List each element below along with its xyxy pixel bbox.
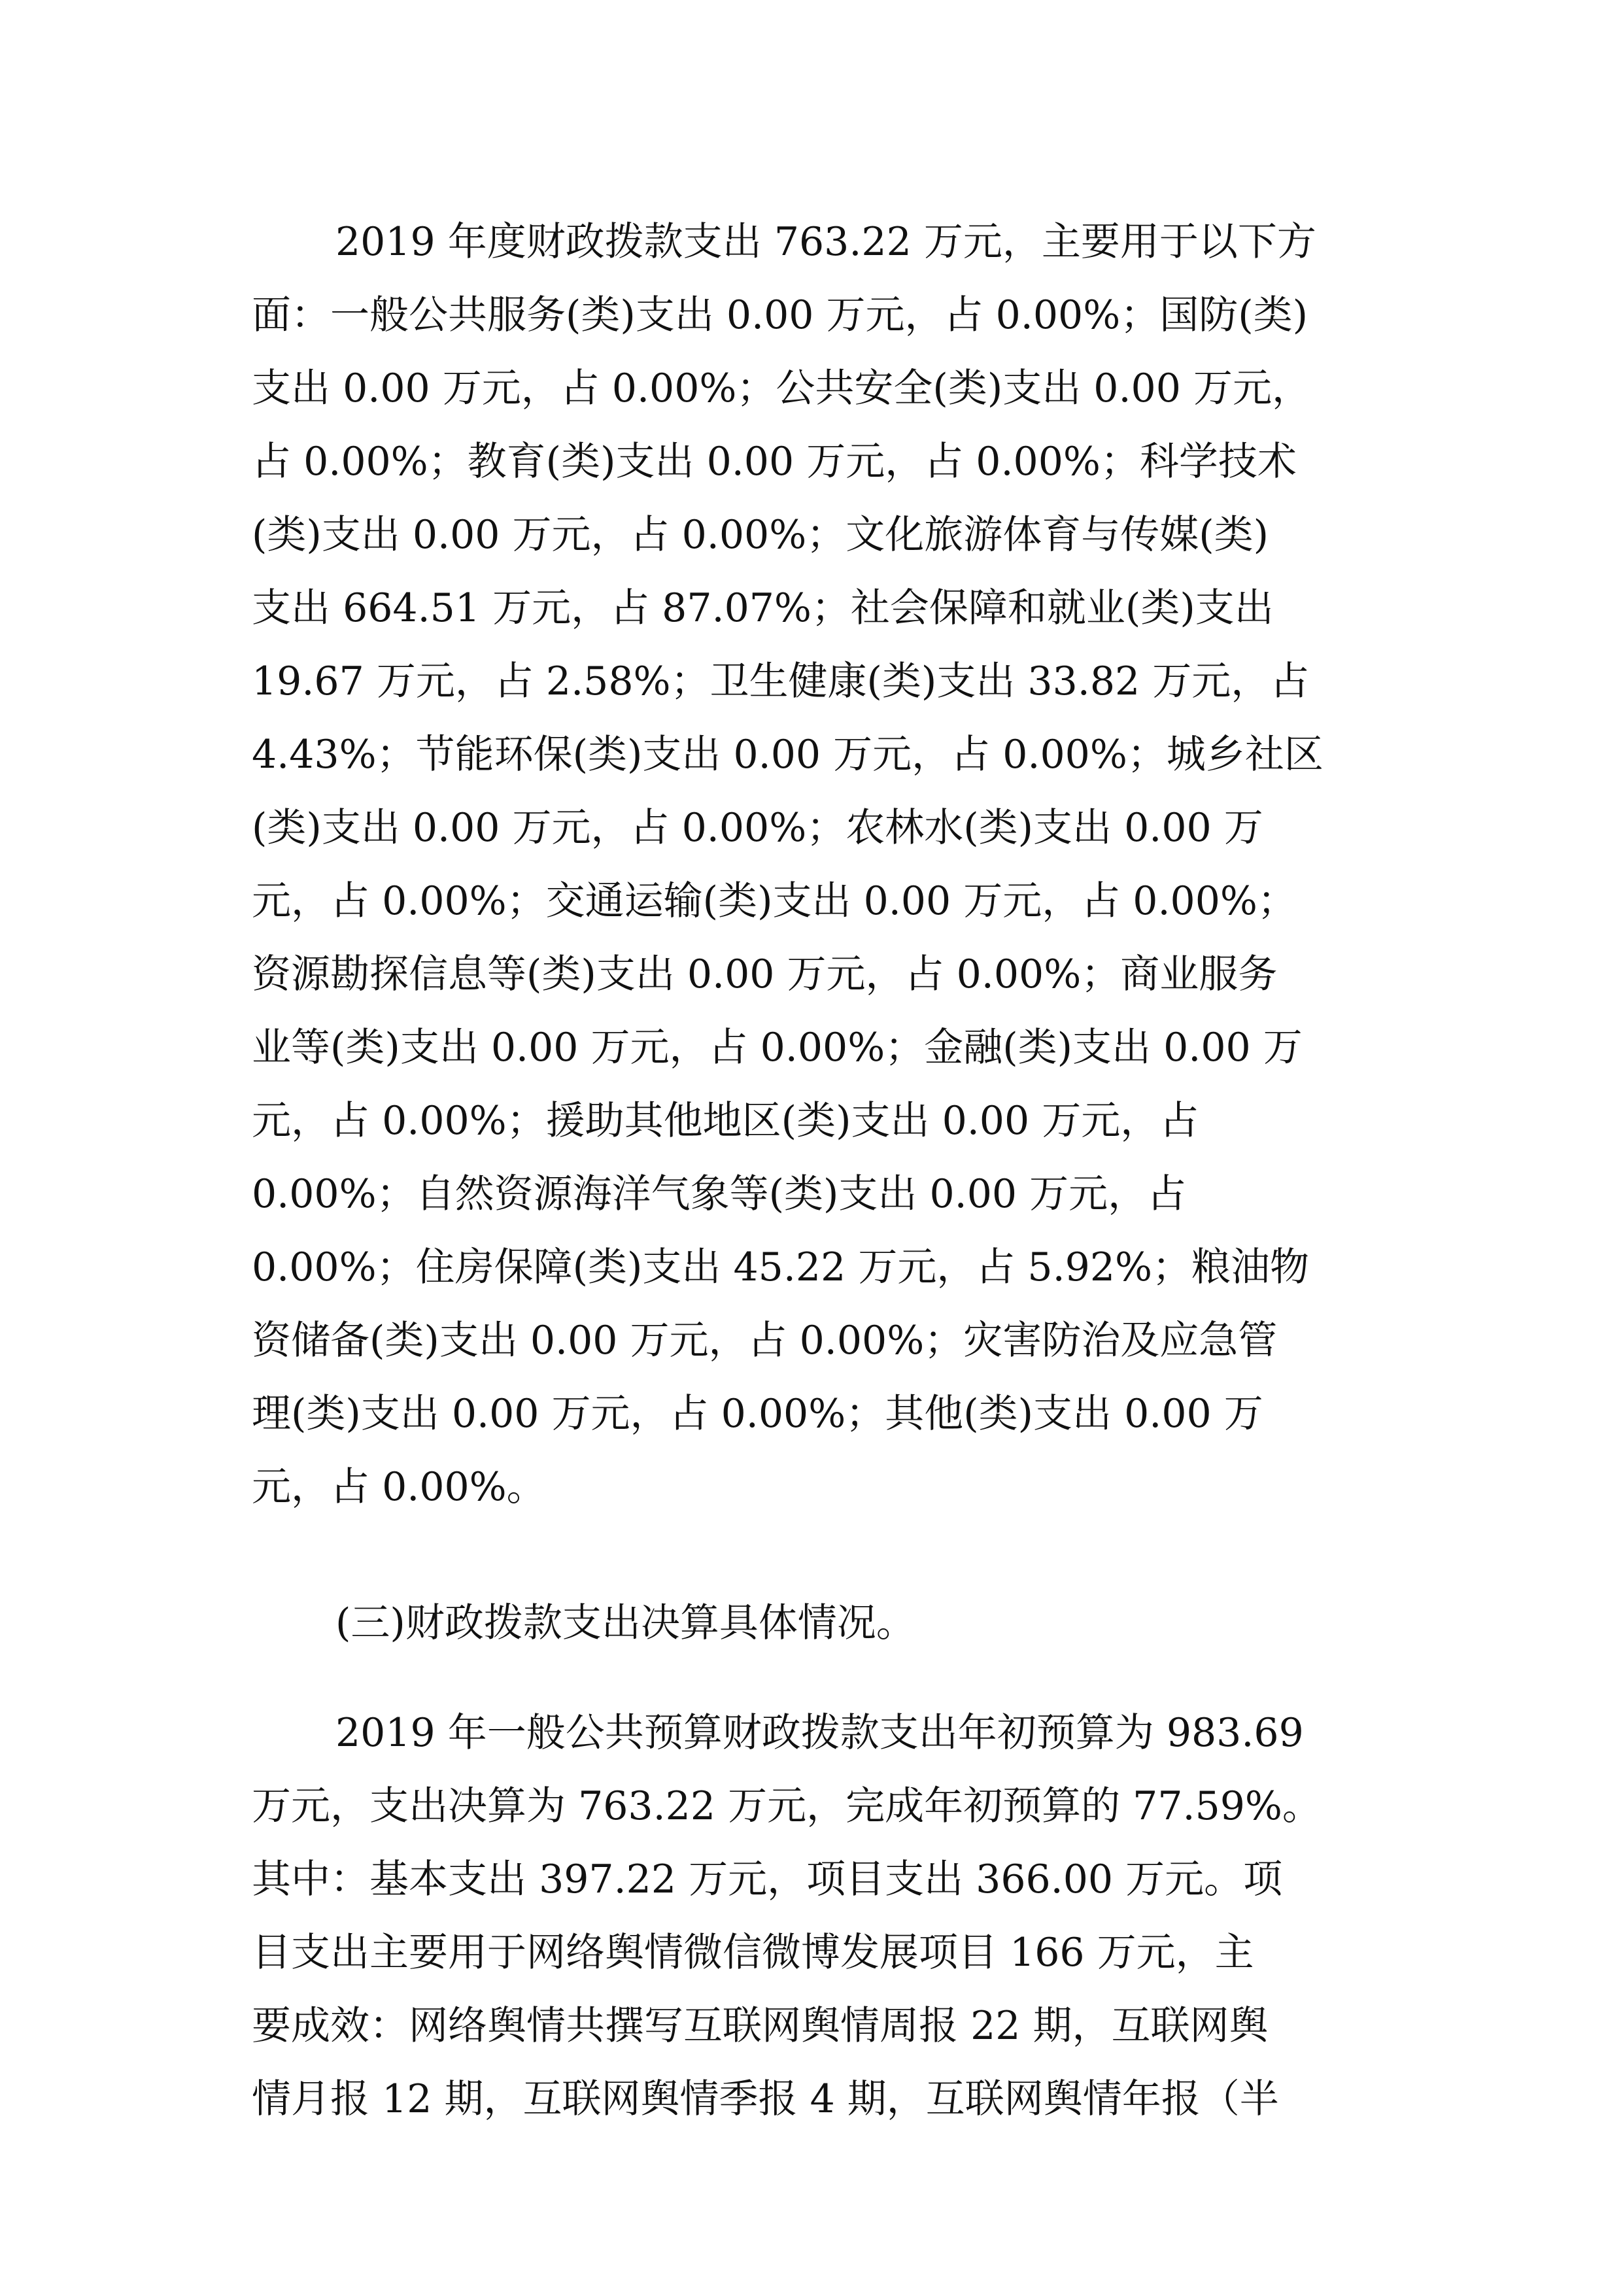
paragraph-line: 0.00%；自然资源海洋气象等(类)支出 0.00 万元，占 [252,1171,1187,1217]
paragraph-line: 元，占 0.00%；援助其他地区(类)支出 0.00 万元，占 [252,1098,1199,1144]
paragraph-line: 支出 664.51 万元，占 87.07%；社会保障和就业(类)支出 [252,585,1274,631]
paragraph-line: 业等(类)支出 0.00 万元，占 0.00%；金融(类)支出 0.00 万 [252,1025,1303,1071]
paragraph-line: 2019 年一般公共预算财政拨款支出年初预算为 983.69 [335,1710,1304,1756]
paragraph-line: 4.43%；节能环保(类)支出 0.00 万元，占 0.00%；城乡社区 [252,732,1324,778]
paragraph-line: 其中：基本支出 397.22 万元，项目支出 366.00 万元。项 [252,1857,1283,1902]
paragraph-line: 占 0.00%；教育(类)支出 0.00 万元，占 0.00%；科学技术 [252,439,1297,485]
paragraph-line: 要成效：网络舆情共撰写互联网舆情周报 22 期，互联网舆 [252,2003,1269,2049]
expenditure-breakdown-paragraph [252,205,1390,1524]
paragraph-line: 2019 年度财政拨款支出 763.22 万元，主要用于以下方 [335,219,1316,265]
paragraph-line: 理(类)支出 0.00 万元，占 0.00%；其他(类)支出 0.00 万 [252,1391,1263,1437]
paragraph-line: 面：一般公共服务(类)支出 0.00 万元，占 0.00%；国防(类) [252,292,1308,338]
paragraph-line: 元，占 0.00%。 [252,1464,546,1510]
budget-detail-paragraph [252,1696,1390,2136]
paragraph-line: 支出 0.00 万元，占 0.00%；公共安全(类)支出 0.00 万元， [252,366,1311,411]
paragraph-line: 情月报 12 期，互联网舆情季报 4 期，互联网舆情年报（半 [252,2076,1279,2122]
section-heading-text: (三)财政拨款支出决算具体情况。 [335,1600,915,1646]
paragraph-line: (类)支出 0.00 万元，占 0.00%；农林水(类)支出 0.00 万 [252,805,1263,851]
paragraph-line: (类)支出 0.00 万元，占 0.00%；文化旅游体育与传媒(类) [252,512,1269,558]
paragraph-line: 19.67 万元，占 2.58%；卫生健康(类)支出 33.82 万元，占 [252,659,1310,704]
section-heading [252,1586,1390,1660]
paragraph-line: 万元，支出决算为 763.22 万元，完成年初预算的 77.59%。 [252,1783,1322,1829]
paragraph-line: 元，占 0.00%；交通运输(类)支出 0.00 万元，占 0.00%； [252,878,1297,924]
paragraph-line: 资储备(类)支出 0.00 万元，占 0.00%；灾害防治及应急管 [252,1318,1278,1363]
paragraph-line: 0.00%；住房保障(类)支出 45.22 万元，占 5.92%；粮油物 [252,1244,1310,1290]
paragraph-line: 目支出主要用于网络舆情微信微博发展项目 166 万元，主 [252,1930,1254,1976]
paragraph-line: 资源勘探信息等(类)支出 0.00 万元，占 0.00%；商业服务 [252,951,1278,997]
